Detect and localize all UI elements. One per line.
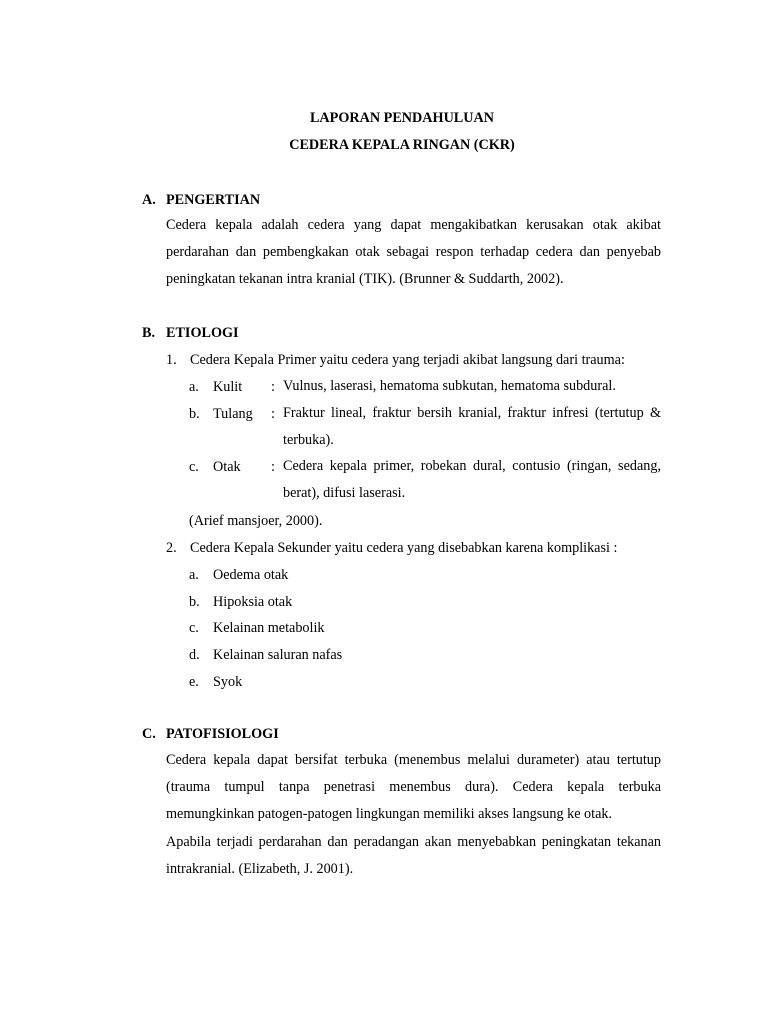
section-title: PENGERTIAN — [166, 192, 261, 208]
row-colon: : — [271, 459, 275, 475]
list-text: Hipoksia otak — [213, 594, 293, 610]
document-title: LAPORAN PENDAHULUAN — [309, 110, 495, 126]
row-label: Otak — [213, 459, 241, 475]
item-number: 1. — [166, 352, 177, 368]
list-letter: e. — [189, 674, 199, 690]
list-letter: c. — [189, 620, 199, 636]
list-item — [189, 594, 292, 611]
patofisiologi-paragraph-1: Cedera kepala dapat bersifat terbuka (menembus melalui durameter) atau tertutup (trauma tumpul tanpa penetrasi menembus dura). Cedera kepala terbuka memungkinkan patogen-patogen lingkungan memiliki akses langsung ke otak. — [166, 752, 661, 822]
section-letter: B. — [142, 325, 156, 341]
section-title: ETIOLOGI — [166, 325, 239, 341]
row-letter: b. — [189, 406, 200, 422]
patofisiologi-paragraph-2: Apabila terjadi perdarahan dan peradangan akan menyebabkan peningkatan tekanan intrakranial. (Elizabeth, J. 2001). — [166, 834, 661, 877]
row-label: Kulit — [213, 379, 243, 395]
section-b-heading — [142, 325, 239, 342]
item-text: Cedera Kepala Primer yaitu cedera yang terjadi akibat langsung dari trauma: — [190, 352, 625, 368]
list-letter: d. — [189, 647, 200, 663]
list-text: Kelainan saluran nafas — [213, 647, 343, 663]
list-text: Syok — [213, 674, 243, 690]
list-item — [189, 620, 325, 637]
item-number: 2. — [166, 540, 177, 556]
row-letter: c. — [189, 459, 199, 475]
row-letter: a. — [189, 379, 199, 395]
etiologi-item-1 — [166, 352, 625, 369]
document-subtitle: CEDERA KEPALA RINGAN (CKR) — [289, 137, 515, 153]
section-title: PATOFISIOLOGI — [166, 726, 279, 742]
row-description: Vulnus, laserasi, hematoma subkutan, hematoma subdural. — [283, 378, 616, 394]
row-description: Fraktur lineal, fraktur bersih kranial, fraktur infresi (tertutup & terbuka). — [283, 405, 661, 448]
row-colon: : — [271, 406, 275, 422]
row-label: Tulang — [213, 406, 253, 422]
etiologi-citation: (Arief mansjoer, 2000). — [189, 513, 323, 529]
etiologi-item-2 — [166, 540, 617, 557]
list-text: Oedema otak — [213, 567, 289, 583]
row-colon: : — [271, 379, 275, 395]
list-letter: a. — [189, 567, 199, 583]
list-text: Kelainan metabolik — [213, 620, 325, 636]
list-item — [189, 674, 242, 691]
list-item — [189, 567, 288, 584]
section-letter: A. — [142, 192, 156, 208]
section-letter: C. — [142, 726, 156, 742]
item-text: Cedera Kepala Sekunder yaitu cedera yang disebabkan karena komplikasi : — [190, 540, 618, 556]
pengertian-paragraph: Cedera kepala adalah cedera yang dapat mengakibatkan kerusakan otak akibat perdarahan dan pembengkakan otak sebagai respon terhadap cedera dan penyebab peningkatan tekanan intra kranial (TIK). (Brunner & Suddarth, 2002). — [166, 217, 661, 287]
list-item — [189, 647, 342, 664]
list-letter: b. — [189, 594, 200, 610]
section-a-heading — [142, 192, 260, 209]
section-c-heading — [142, 726, 279, 743]
row-description: Cedera kepala primer, robekan dural, contusio (ringan, sedang, berat), difusi laserasi. — [283, 458, 661, 501]
